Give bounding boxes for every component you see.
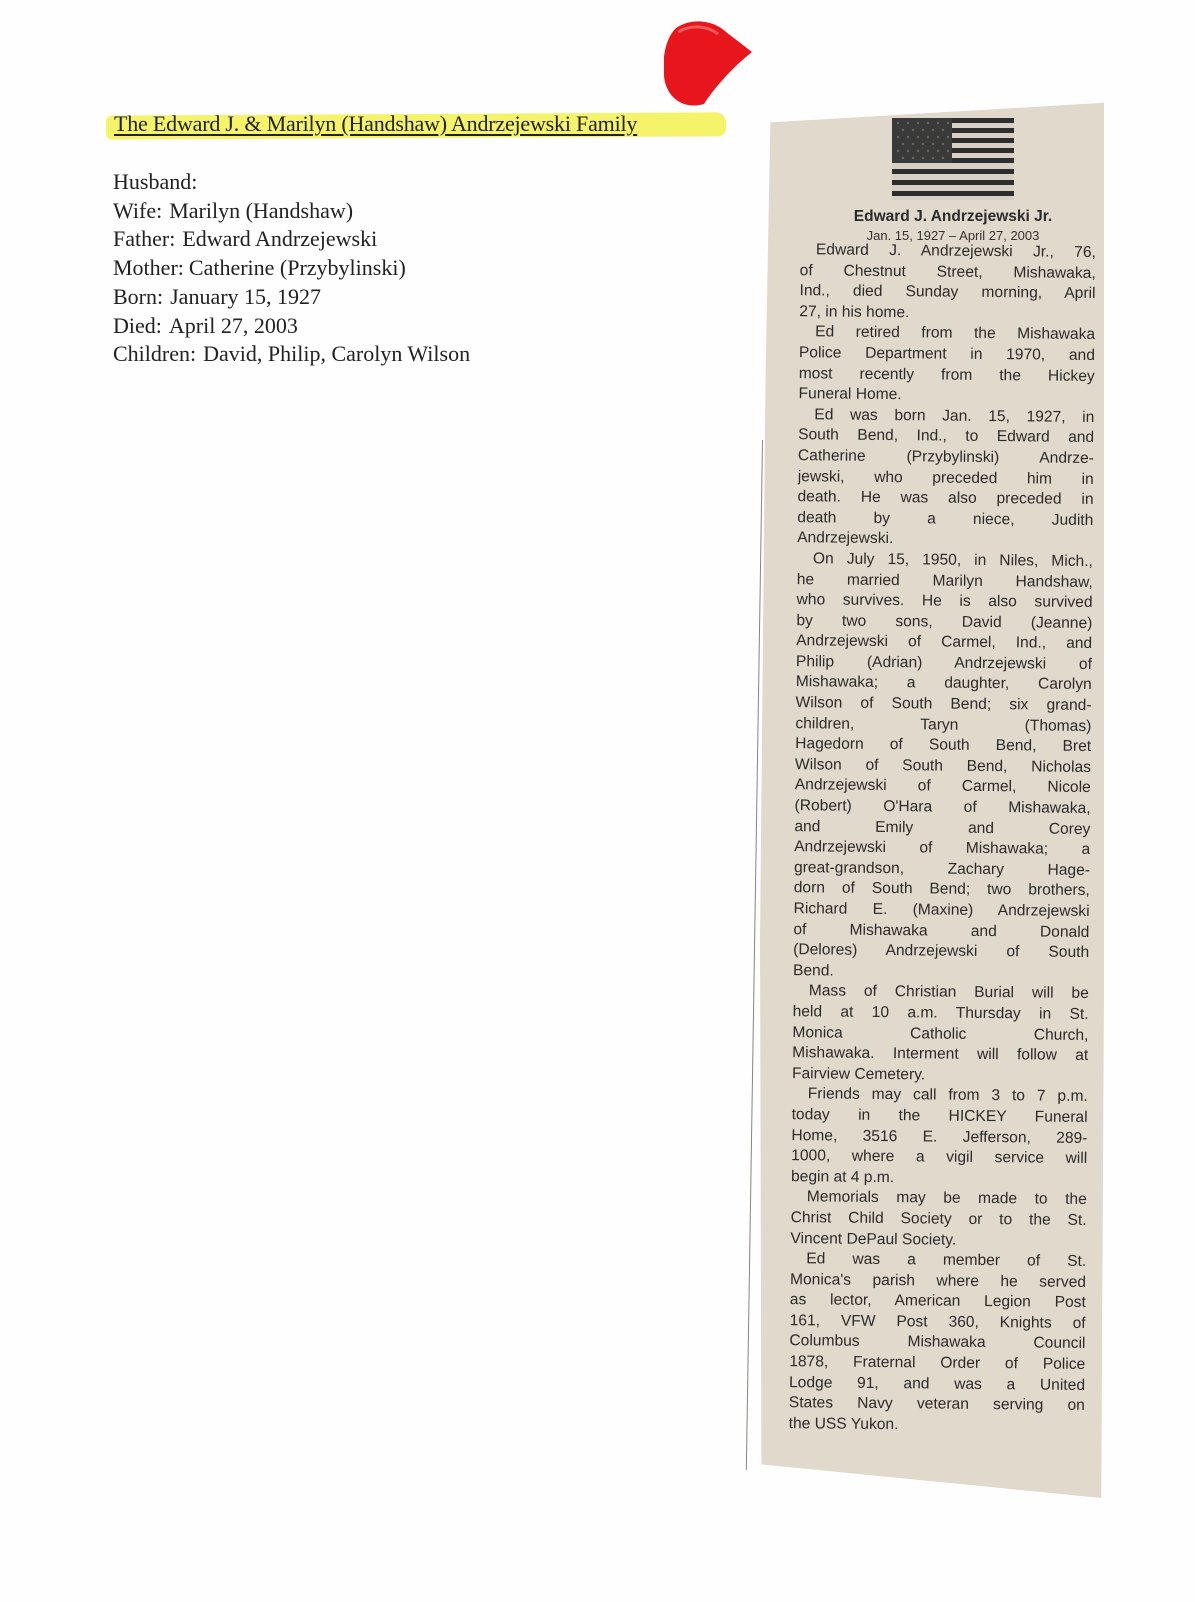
fact-husband: Husband: — [113, 169, 198, 194]
fact-born: Born: January 15, 1927 — [113, 283, 322, 309]
red-tab-sticker — [664, 18, 754, 110]
obituary-line: Columbus Mishawaka Council — [789, 1332, 1086, 1353]
obituary-line: Andrzejewski. — [797, 529, 894, 548]
obituary-line: Richard E. (Maxine) Andrzejewski — [793, 900, 1090, 920]
fact-wife: Wife: Marilyn (Handshaw) — [113, 197, 354, 223]
obituary-line: death. He was also preceded in — [797, 488, 1094, 509]
obituary-line: Ed retired from the Mishawaka — [815, 323, 1096, 344]
obituary-line: today in the HICKEY Funeral — [791, 1106, 1088, 1126]
obituary-line: 161, VFW Post 360, Knights of — [789, 1311, 1086, 1332]
obituary-line: Mishawaka. Interment will follow at — [792, 1044, 1089, 1065]
american-flag-icon — [892, 118, 1014, 200]
obituary-line: of Mishawaka and Donald — [793, 920, 1090, 941]
obituary-line: (Robert) O'Hara of Mishawaka, — [794, 797, 1091, 818]
obituary-line: the USS Yukon. — [788, 1414, 899, 1434]
obituary-dates: Jan. 15, 1927 – April 27, 2003 — [866, 228, 1040, 243]
obituary-line: dorn of South Bend; two brothers, — [793, 879, 1090, 900]
fact-mother: Mother: Catherine (Przybylinski) — [113, 255, 406, 281]
obituary-line: Memorials may be made to the — [806, 1188, 1087, 1209]
obituary-line: On July 15, 1950, in Niles, Mich., — [812, 550, 1094, 570]
obituary-line: Philip (Adrian) Andrzejewski of — [795, 653, 1093, 673]
obituary-line: he married Marilyn Handshaw, — [796, 570, 1093, 591]
obituary-body — [789, 240, 1096, 1437]
obituary-line: Andrzejewski of Carmel, Ind., and — [796, 632, 1093, 653]
obituary-line: Christ Child Society or to the St. — [790, 1209, 1087, 1229]
obituary-line: held at 10 a.m. Thursday in St. — [792, 1003, 1089, 1023]
obituary-line: death by a niece, Judith — [797, 508, 1094, 529]
fact-father: Father: Edward Andrzejewski — [113, 226, 378, 252]
obituary-line: Bend. — [792, 961, 834, 980]
family-facts — [113, 168, 470, 369]
obituary-line: Monica Catholic Church, — [792, 1023, 1089, 1044]
obituary-line: begin at 4 p.m. — [790, 1167, 895, 1186]
page-title: The Edward J. & Marilyn (Handshaw) Andrzejewski Family — [114, 111, 638, 136]
obituary-line: Andrzejewski of Mishawaka; a — [794, 838, 1091, 859]
obituary-line: children, Taryn (Thomas) — [795, 714, 1092, 735]
obituary-line: 1878, Fraternal Order of Police — [789, 1353, 1086, 1374]
obituary-line: Mishawaka; a daughter, Carolyn — [795, 673, 1092, 694]
obituary-line: as lector, American Legion Post — [789, 1291, 1086, 1312]
obituary-line: South Bend, Ind., to Edward and — [798, 426, 1095, 447]
obituary-line: Police Department in 1970, and — [798, 344, 1096, 364]
obituary-line: Monica's parish where he served — [789, 1270, 1087, 1291]
obituary-line: most recently from the Hickey — [798, 364, 1095, 385]
obituary-line: Funeral Home. — [798, 385, 902, 404]
fact-died: Died: April 27, 2003 — [113, 312, 298, 338]
obituary-line: Hagedorn of South Bend, Bret — [795, 735, 1092, 756]
obituary-line: of Chestnut Street, Mishawaka, — [799, 261, 1096, 282]
obituary-line: who survives. He is also survived — [796, 591, 1093, 612]
fact-children: Children: David, Philip, Carolyn Wilson — [113, 341, 471, 367]
obituary-line: Wilson of South Bend; six grand- — [795, 694, 1092, 715]
obituary-line: and Emily and Corey — [794, 817, 1091, 838]
obituary-line: Lodge 91, and was a United — [788, 1373, 1086, 1394]
obituary-line: Fairview Cemetery. — [791, 1064, 926, 1084]
obituary-line: (Delores) Andrzejewski of South — [793, 941, 1090, 962]
obituary-line: Mass of Christian Burial will be — [808, 982, 1089, 1003]
obituary-line: Wilson of South Bend, Nicholas — [794, 755, 1092, 776]
obituary-line: 27, in his home. — [799, 302, 910, 321]
obituary-line: great-grandson, Zachary Hage- — [793, 858, 1091, 879]
obituary-line: States Navy veteran serving on — [788, 1394, 1085, 1415]
family-title — [110, 110, 722, 144]
obituary-name: Edward J. Andrzejewski Jr. — [853, 208, 1053, 225]
obituary-line: jewski, who preceded him in — [797, 467, 1094, 488]
obituary-line: Ind., died Sunday morning, April — [799, 282, 1096, 303]
obituary-line: by two sons, David (Jeanne) — [796, 611, 1093, 632]
obituary-line: Andrzejewski of Carmel, Nicole — [794, 776, 1091, 797]
obituary-line: 1000, where a vigil service will — [791, 1147, 1088, 1168]
obituary-line: Home, 3516 E. Jefferson, 289- — [791, 1126, 1088, 1147]
obituary-line: Edward J. Andrzejewski Jr., 76, — [815, 241, 1096, 261]
obituary-line: Vincent DePaul Society. — [790, 1229, 957, 1249]
obituary-line: Ed was a member of St. — [806, 1250, 1087, 1271]
obituary-line: Friends may call from 3 to 7 p.m. — [807, 1085, 1088, 1106]
obituary-line: Ed was born Jan. 15, 1927, in — [814, 406, 1095, 426]
obituary-line: Catherine (Przybylinski) Andrze- — [797, 447, 1095, 467]
